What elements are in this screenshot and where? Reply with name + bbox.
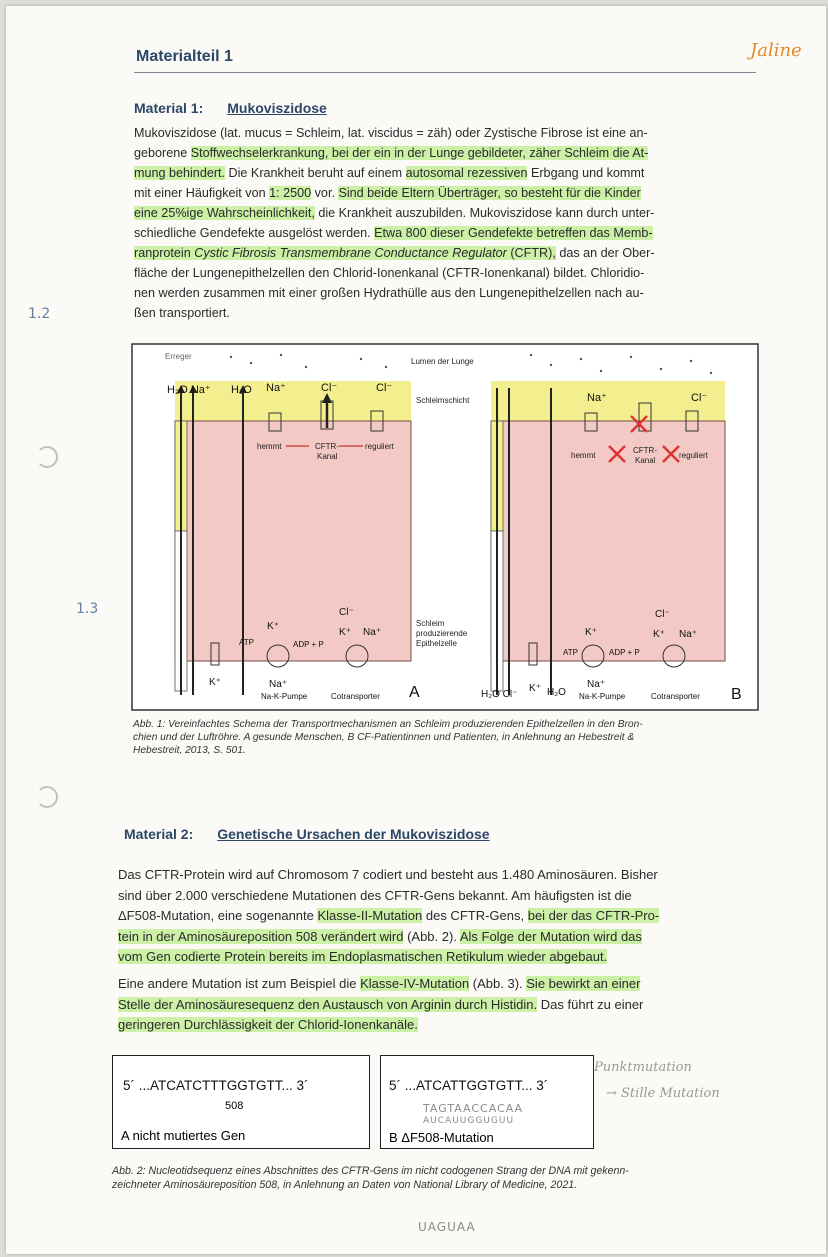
- label-schleim-2: produzierende: [416, 629, 468, 638]
- text-line: fläche der Lungenepithelzellen den Chlorid-Ionenkanal (CFTR-Ionenkanal) bildet. Chloridio-: [134, 266, 645, 280]
- text-line: ranprotein Cystic Fibrosis Transmembrane Conductance Regulator (CFTR), das an der Ober-: [134, 246, 655, 260]
- material2-title: Genetische Ursachen der Mukoviszidose: [217, 826, 490, 842]
- epithelial-cell-a: [175, 421, 411, 661]
- label-cotrans-b: Cotransporter: [651, 692, 700, 701]
- label-lumen: Lumen der Lunge: [411, 357, 474, 366]
- handwritten-name: Jaline: [750, 40, 802, 61]
- material2-heading: [124, 826, 490, 842]
- title-rule: [134, 72, 756, 73]
- label-na-b3: Na⁺: [587, 679, 606, 690]
- label-cl-a3: Cl⁻: [339, 607, 354, 618]
- label-na-a: Na⁺: [266, 382, 286, 394]
- label-erreger: Erreger: [165, 352, 192, 361]
- text-line: geborene Stoffwechselerkrankung, bei der ein in der Lunge gebildeter, zäher Schleim die At-: [134, 146, 649, 160]
- page-title: Materialteil 1: [136, 48, 233, 65]
- text-line: mung behindert. Die Krankheit beruht auf einem autosomal rezessiven Erbgang und kommt: [134, 166, 645, 180]
- text-line: eine 25%ige Wahrscheinlichkeit, die Krankheit auszubilden. Mukoviszidose kann durch unter-: [134, 206, 655, 220]
- label-na-a3: Na⁺: [269, 679, 288, 690]
- handwritten-note-1: Punktmutation: [594, 1060, 692, 1075]
- label-panel-b: B: [731, 686, 742, 703]
- label-cftr-a1: CFTR-: [315, 442, 339, 451]
- label-schleim-3: Epithelzelle: [416, 639, 457, 648]
- label-reguliert-b: reguliert: [679, 451, 708, 460]
- punch-hole: [36, 446, 58, 468]
- label-adp-b: ADP + P: [609, 648, 640, 657]
- material1-label: Material 1:: [134, 100, 204, 116]
- label-cl-a1: Cl⁻: [321, 382, 338, 394]
- label-k-a2: K⁺: [339, 627, 351, 638]
- label-h2o-a: H₂O: [231, 384, 252, 396]
- material1-heading: [134, 100, 327, 116]
- margin-note-1-3: 1.3: [76, 601, 99, 617]
- material2-text-a: Das CFTR-Protein wird auf Chromosom 7 codiert und besteht aus 1.480 Aminosäuren. Bisher sind über 2.000 verschiedene Mutationen des CFTR-Gens bekannt. Am häufigsten ist die ΔF508-Mutation, eine sogenannte Klasse-II-Mutation des CFTR-Gens, bei der das CFTR-Pro- tein in der Aminosäureposition 508 verändert wird (Abb. 2). Als Folge der Mutation wird das vom Gen codierte Protein bereits im Endoplasmatischen Retikulum wieder abgebaut.: [118, 867, 660, 964]
- material1-text: [134, 123, 750, 323]
- figure-1-caption: Abb. 1: Vereinfachtes Schema der Transportmechanismen an Schleim produzierenden Epithelzellen in den Bron- chien und der Luftröhre. A gesunde Menschen, B CF-Patientinnen und Patienten, in Anlehnung an Hebestreit & Hebestreit, 2013, S. 501.: [133, 719, 643, 756]
- sequence-a: 5´ ...ATCATCTTTGGTGTT... 3´: [123, 1078, 309, 1093]
- figure-1-diagram: [131, 343, 759, 711]
- label-cl-b1: Cl⁻: [691, 392, 708, 404]
- label-cftr-b1: CFTR-: [633, 446, 657, 455]
- label-schleim-1: Schleim: [416, 619, 445, 628]
- figure-2-caption: Abb. 2: Nucleotidsequenz eines Abschnittes des CFTR-Gens im nicht codogenen Strang der DNA mit gekenn- zeichneter Aminosäureposition 508, in Anlehnung an Daten von National Library of Medicine, 2021.: [112, 1165, 629, 1191]
- document-page: [6, 6, 826, 1254]
- mucus-layer-b: [491, 381, 725, 421]
- label-atp-a: ATP: [239, 638, 254, 647]
- pencil-note-1: TAGTAACCACAA: [423, 1102, 524, 1115]
- label-panel-a: A: [409, 684, 420, 701]
- label-k-a: K⁺: [267, 621, 279, 632]
- sequence-box-a: [112, 1055, 370, 1149]
- label-k-b2: K⁺: [653, 629, 665, 640]
- label-k-a3: K⁺: [209, 677, 221, 688]
- label-na-a2: Na⁺: [363, 627, 382, 638]
- label-cl-b2: Cl⁻: [655, 609, 670, 620]
- label-reguliert-a: reguliert: [365, 442, 394, 451]
- label-adp-a: ADP + P: [293, 640, 324, 649]
- pencil-note-2: AUCAUUGGUGUU: [423, 1116, 515, 1126]
- label-cotrans-a: Cotransporter: [331, 692, 380, 701]
- label-pumpe-b: Na-K-Pumpe: [579, 692, 626, 701]
- label-atp-b: ATP: [563, 648, 578, 657]
- text-line: Mukoviszidose (lat. mucus = Schleim, lat. viscidus = zäh) oder Zystische Fibrose ist eine an-: [134, 126, 648, 140]
- label-hemmt-b: hemmt: [571, 451, 596, 460]
- label-cftr-a2: Kanal: [317, 452, 338, 461]
- label-na-b: Na⁺: [587, 392, 607, 404]
- material2-label: Material 2:: [124, 826, 194, 842]
- text-line: ßen transportiert.: [134, 306, 230, 320]
- label-cl-a2: Cl⁻: [376, 382, 393, 394]
- position-508: 508: [225, 1100, 244, 1112]
- sequence-box-b: [380, 1055, 594, 1149]
- label-cftr-b2: Kanal: [635, 456, 656, 465]
- material1-title: Mukoviszidose: [227, 100, 327, 116]
- sequence-b: 5´ ...ATCATTGGTGTT... 3´: [389, 1078, 549, 1093]
- bottom-pencil-note: UAGUAA: [418, 1220, 476, 1234]
- punch-hole: [36, 786, 58, 808]
- label-pumpe-a: Na-K-Pumpe: [261, 692, 308, 701]
- text-line: nen werden zusammen mit einer großen Hydrathülle aus den Lungenepithelzellen nach au-: [134, 286, 644, 300]
- handwritten-note-2: → Stille Mutation: [606, 1086, 720, 1101]
- label-k-b3: K⁺: [529, 683, 541, 694]
- label-hemmt-a: hemmt: [257, 442, 282, 451]
- text-line: mit einer Häufigkeit von 1: 2500 vor. Sind beide Eltern Überträger, so besteht für die Kinder: [134, 186, 641, 200]
- label-na-b2: Na⁺: [679, 629, 698, 640]
- sequence-a-label: A nicht mutiertes Gen: [121, 1128, 246, 1143]
- sequence-b-label: B ΔF508-Mutation: [389, 1130, 494, 1145]
- label-h2o-b: H₂O: [547, 687, 566, 698]
- label-schleimschicht: Schleimschicht: [416, 396, 470, 405]
- label-h2o-na: H₂O Na⁺: [167, 384, 211, 396]
- margin-note-1-2: 1.2: [28, 306, 51, 322]
- label-h2o-cl-b: H₂O Cl⁻: [481, 689, 518, 700]
- material2-text-b: Eine andere Mutation ist zum Beispiel die Klasse-IV-Mutation (Abb. 3). Sie bewirkt an einer Stelle der Aminosäuresequenz den Austausch von Arginin durch Histidin. Das führt zu einer geringeren Durchlässigkeit der Chlorid-Ionenkanäle.: [118, 976, 644, 1032]
- label-k-b: K⁺: [585, 627, 597, 638]
- text-line: schiedliche Gendefekte ausgelöst werden. Etwa 800 dieser Gendefekte betreffen das Memb-: [134, 226, 653, 240]
